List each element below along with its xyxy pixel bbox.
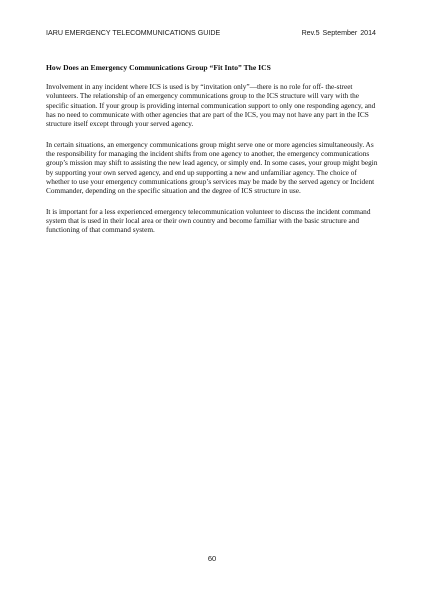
paragraph-3: It is important for a less experienced emergency telecommunication volunteer to discuss the incident command system that is used in their local area or their own country and become familiar with the basic structure and functioning of that command system. (46, 206, 371, 235)
running-header (46, 27, 376, 39)
guide-title: IARU EMERGENCY TELECOMMUNICATIONS GUIDE (46, 29, 221, 37)
section-heading: How Does an Emergency Communications Group “Fit Into” The ICS (46, 63, 271, 72)
revision-date: Rev.5 September 2014 (301, 29, 376, 37)
page-number: 60 (207, 554, 217, 563)
section-body (46, 63, 380, 246)
paragraph-1: Involvement in any incident where ICS is used is by “invitation only”—there is no role for off- the-street volunteers. The relationship of an emergency communications group to the ICS structure will vary with the specific situation. If your group is providing internal communication support to only one responding agency, and has no need to communicate with other agencies that are part of the ICS, you may not have any part in the ICS structure itself except through your served agency. (46, 82, 376, 129)
paragraph-2: In certain situations, an emergency communications group might serve one or more agencies simultaneously. As the responsibility for managing the incident shifts from one agency to another, the emergency communications group’s mission may shift to assisting the new lead agency, or simply end. In some cases, your group might begin by supporting your own served agency, and end up supporting a new and unfamiliar agency. The choice of whether to use your emergency communications group’s services may be made by the served agency or Incident Commander, depending on the specific situation and the degree of ICS structure in use. (46, 139, 378, 196)
